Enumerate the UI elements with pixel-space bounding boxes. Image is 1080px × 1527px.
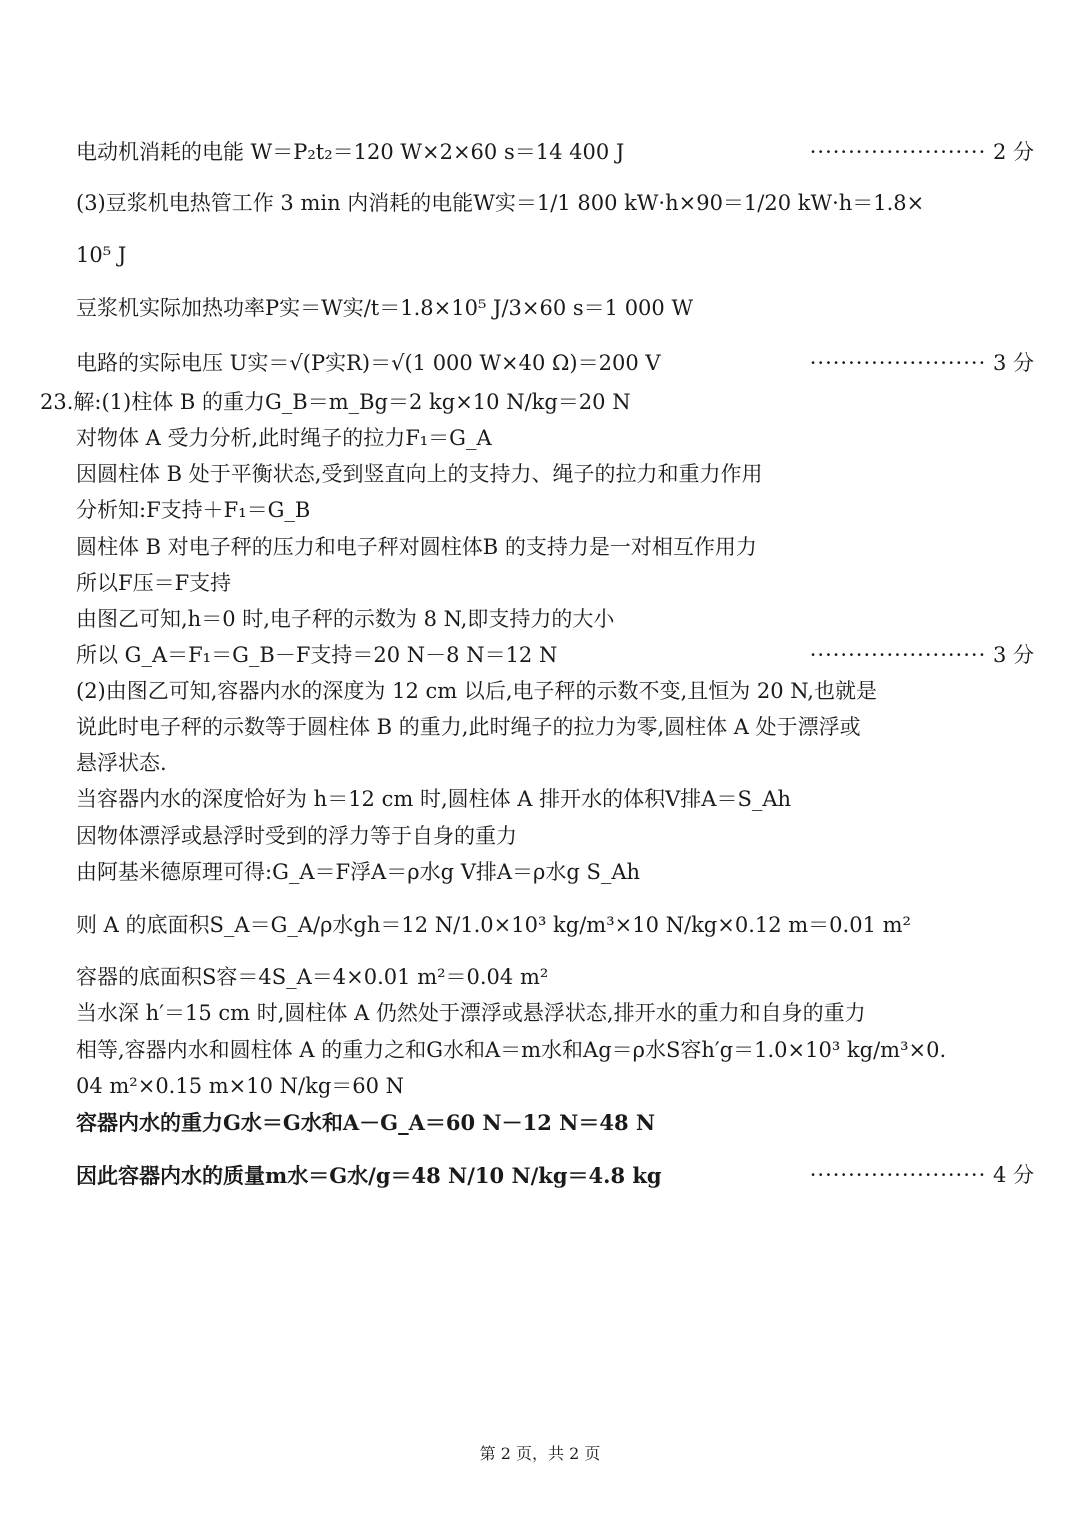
solution-line: 所以 G_A＝F₁＝G_B－F支持＝20 N－8 N＝12 N [76, 643, 558, 667]
question-23-heading: 23.解:(1)柱体 B 的重力G_B＝m_Bg＝2 kg×10 N/kg＝20 N [40, 390, 631, 414]
solution-line: 当水深 h′＝15 cm 时,圆柱体 A 仍然处于漂浮或悬浮状态,排开水的重力和自身的重力 [76, 1001, 866, 1025]
solution-line: 10⁵ J [76, 243, 127, 267]
solution-line: 容器内水的重力G水＝G水和A－G_A＝60 N－12 N＝48 N [76, 1110, 656, 1135]
solution-line: 则 A 的底面积S_A＝G_A/ρ水gh＝12 N/1.0×10³ kg/m³×10 N/kg×0.12 m＝0.01 m² [76, 913, 911, 937]
solution-line: 圆柱体 B 对电子秤的压力和电子秤对圆柱体B 的支持力是一对相互作用力 [76, 535, 757, 559]
solution-line: (3)豆浆机电热管工作 3 min 内消耗的电能W实＝1/1 800 kW·h×90＝1/20 kW·h＝1.8× [76, 191, 925, 215]
solution-line: 当容器内水的深度恰好为 h＝12 cm 时,圆柱体 A 排开水的体积V排A＝S_Ah [76, 787, 792, 811]
score-mark: ······················· 3 分 [809, 351, 1034, 375]
solution-line: 说此时电子秤的示数等于圆柱体 B 的重力,此时绳子的拉力为零,圆柱体 A 处于漂浮或 [76, 715, 861, 739]
score-mark: ······················· 3 分 [809, 643, 1034, 667]
score-mark: ······················· 2 分 [809, 140, 1034, 164]
page-footer: 第 2 页，共 2 页 [479, 1444, 601, 1463]
solution-line: 所以F压＝F支持 [76, 571, 232, 595]
solution-line: 相等,容器内水和圆柱体 A 的重力之和G水和A＝m水和Ag＝ρ水S容h′g＝1.0×10³ kg/m³×0. [76, 1038, 947, 1062]
solution-line: 对物体 A 受力分析,此时绳子的拉力F₁＝G_A [76, 426, 492, 450]
solution-line: 悬浮状态. [76, 751, 167, 775]
solution-line: 容器的底面积S容＝4S_A＝4×0.01 m²＝0.04 m² [76, 965, 549, 989]
solution-line: 由图乙可知,h＝0 时,电子秤的示数为 8 N,即支持力的大小 [76, 607, 615, 631]
score-mark: ······················· 4 分 [809, 1163, 1034, 1187]
solution-line: 因此容器内水的质量m水＝G水/g＝48 N/10 N/kg＝4.8 kg [76, 1163, 662, 1188]
solution-line: 电动机消耗的电能 W＝P₂t₂＝120 W×2×60 s＝14 400 J [76, 140, 625, 164]
solution-line: 豆浆机实际加热功率P实＝W实/t＝1.8×10⁵ J/3×60 s＝1 000 W [76, 296, 694, 320]
solution-line: 由阿基米德原理可得:G_A＝F浮A＝ρ水g V排A＝ρ水g S_Ah [76, 860, 641, 884]
solution-line: 04 m²×0.15 m×10 N/kg＝60 N [76, 1074, 405, 1098]
solution-line: (2)由图乙可知,容器内水的深度为 12 cm 以后,电子秤的示数不变,且恒为 20 N,也就是 [76, 679, 877, 703]
solution-line: 分析知:F支持＋F₁＝G_B [76, 498, 311, 522]
solution-line: 电路的实际电压 U实＝√(P实R)＝√(1 000 W×40 Ω)＝200 V [76, 351, 661, 375]
solution-line: 因圆柱体 B 处于平衡状态,受到竖直向上的支持力、绳子的拉力和重力作用 [76, 462, 763, 486]
solution-line: 因物体漂浮或悬浮时受到的浮力等于自身的重力 [76, 824, 517, 848]
